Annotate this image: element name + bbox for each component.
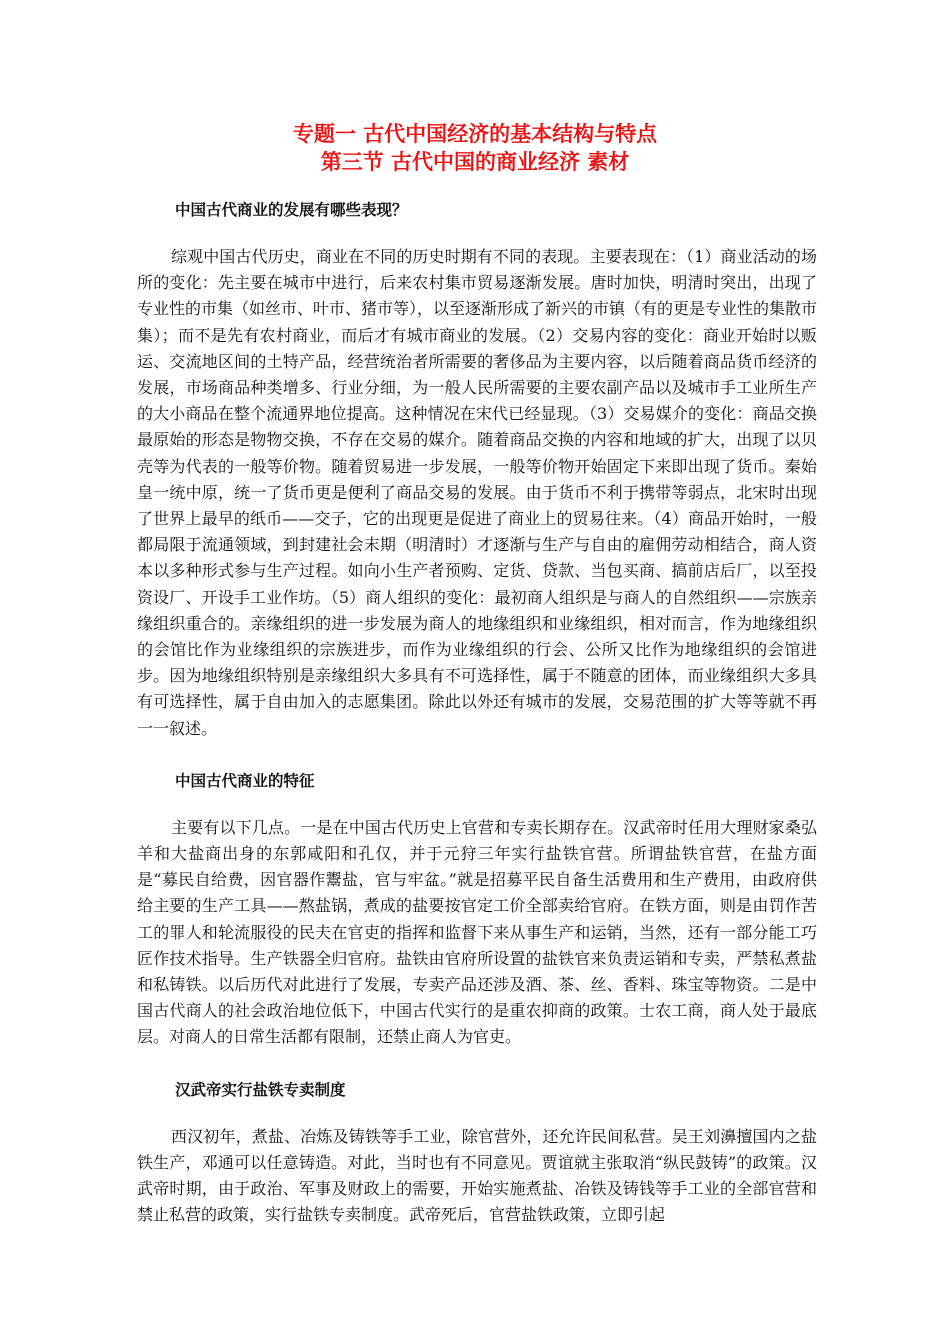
section-paragraph-commerce-development: 综观中国古代历史，商业在不同的历史时期有不同的表现。主要表现在：（1）商业活动的场所的变化：先主要在城市中进行，后来农村集市贸易逐渐发展。唐时加快，明清时突出，出现了专业性的市集（如丝市、叶市、猪市等），以至逐渐形成了新兴的市镇（有的更是专业性的集散市集）；而不是先有农村商业，而后才有城市商业的发展。（2）交易内容的变化：商业开始时以贩运、交流地区间的土特产品，经营统治者所需要的奢侈品为主要内容，以后随着商品货币经济的发展，市场商品种类增多、行业分细，为一般人民所需要的主要农副产品以及城市手工业所生产的大小商品在整个流通界地位提高。这种情况在宋代已经显现。（3）交易媒介的变化：商品交换最原始的形态是物物交换，不存在交易的媒介。随着商品交换的内容和地域的扩大，出现了以贝壳等为代表的一般等价物。随着贸易进一步发展，一般等价物开始固定下来即出现了货币。秦始皇一统中原，统一了货币更是便利了商品交易的发展。由于货币不利于携带等弱点，北宋时出现了世界上最早的纸币——交子，它的出现更是促进了商业上的贸易往来。（4）商品开始时，一般都局限于流通领域，到封建社会末期（明清时）才逐渐与生产与自由的雇佣劳动相结合，商人资本以多种形式参与生产过程。如向小生产者预购、定货、贷款、当包买商、搞前店后厂，以至投资设厂、开设手工业作坊。（5）商人组织的变化：最初商人组织是与商人的自然组织——宗族亲缘组织重合的。亲缘组织的进一步发展为商人的地缘组织和业缘组织，相对而言，作为地缘组织的会馆比作为业缘组织的宗族进步，而作为业缘组织的行会、公所又比作为地缘组织的会馆进步。因为地缘组织特别是亲缘组织大多具有不可选择性，属于不随意的团体，而业缘组织大多具有可选择性，属于自由加入的志愿集团。除此以外还有城市的发展，交易范围的扩大等等就不再一一叙述。 bbox=[137, 247, 818, 738]
section-heading-salt-iron-monopoly: 汉武帝实行盐铁专卖制度 bbox=[175, 1079, 346, 1099]
title-line-2: 第三节 古代中国的商业经济 素材 bbox=[320, 149, 630, 174]
section-heading-commerce-features: 中国古代商业的特征 bbox=[175, 770, 315, 790]
document-body bbox=[137, 197, 817, 1229]
section-heading-commerce-development: 中国古代商业的发展有哪些表现？ bbox=[175, 200, 408, 219]
section-paragraph-commerce-features: 主要有以下几点。一是在中国古代历史上官营和专卖长期存在。汉武帝时任用大理财家桑弘羊和大盐商出身的东郭咸阳和孔仅，并于元狩三年实行盐铁官营。所谓盐铁官营，在盐方面是“募民自给费，因官器作鬻盐，官与牢盆。”就是招募平民自备生活费用和生产费用，由政府供给主要的生产工具——熬盐锅，煮成的盐要按官定工价全部卖给官府。在铁方面，则是由罚作苦工的罪人和轮流服役的民夫在官吏的指挥和监督下来从事生产和运销，当然，还有一部分能工巧匠作技术指导。生产铁器全归官府。盐铁由官府所设置的盐铁官来负责运销和专卖，严禁私煮盐和私铸铁。以后历代对此进行了发展，专卖产品还涉及酒、茶、丝、香料、珠宝等物资。二是中国古代商人的社会政治地位低下，中国古代实行的是重农抑商的政策。士农工商，商人处于最底层。对商人的日常生活都有限制，还禁止商人为官吏。 bbox=[137, 817, 817, 1047]
section-paragraph-salt-iron-monopoly: 西汉初年，煮盐、冶炼及铸铁等手工业，除官营外，还允许民间私营。吴王刘濞擅国内之盐铁生产，邓通可以任意铸造。对此，当时也有不同意见。贾谊就主张取消“纵民鼓铸”的政策。汉武帝时期，由于政治、军事及财政上的需要，开始实施煮盐、冶铁及铸钱等手工业的全部官营和禁止私营的政策，实行盐铁专卖制度。武帝死后，官营盐铁政策，立即引起 bbox=[137, 1126, 817, 1225]
title-line-1: 专题一 古代中国经济的基本结构与特点 bbox=[292, 121, 658, 146]
document-title bbox=[0, 120, 950, 176]
